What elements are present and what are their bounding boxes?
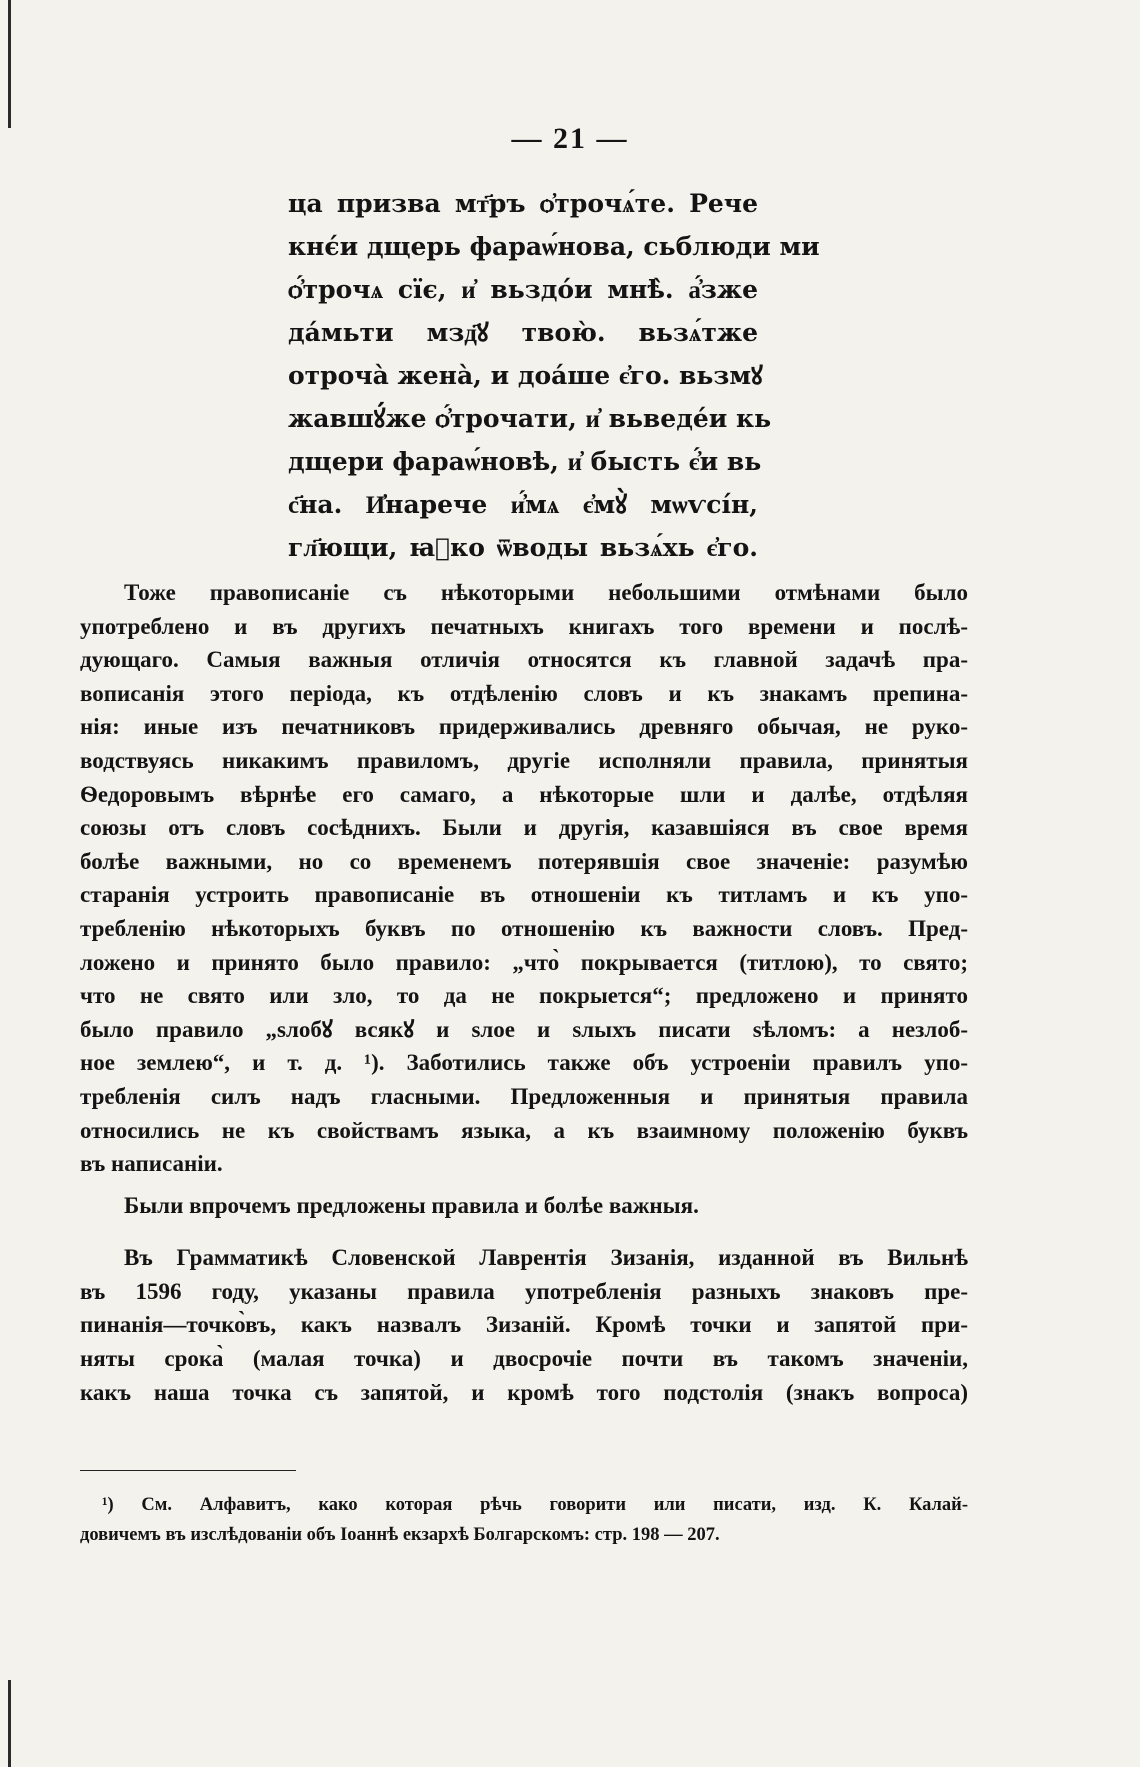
footnote-line: ¹) См. Алфавитъ, како которая рѣчь говорити или писати, изд. К. Калай- — [102, 1495, 968, 1515]
text-line: болѣе важными, но со временемъ потерявшія свое значеніе: разумѣю — [80, 848, 968, 874]
text-line: Были впрочемъ предложены правила и болѣе важныя. — [124, 1192, 699, 1218]
text-line: какъ наша точка съ запятой, и кромѣ того подстолія (знакъ вопроса) — [80, 1379, 968, 1405]
text-line: въ написаніи. — [80, 1151, 223, 1177]
quote-line: жавшꙋ́же ѻ҆́трочати, и҆ вьведе́и кь — [288, 404, 772, 433]
quote-line: да́мьти мзд҃ꙋ твою̀. вьзѧ́тже — [288, 318, 758, 347]
church-slavonic-quote — [288, 182, 820, 569]
quote-line: ѻ҆́трочѧ сїє, и҆ вьздо́и мнѣ̀. а҆́зже — [288, 275, 758, 304]
text-line: требленію нѣкоторыхъ буквъ по отношенію къ важности словъ. Пред- — [80, 915, 968, 941]
scan-edge-mark — [8, 1680, 11, 1767]
text-line: водствуясь никакимъ правиломъ, другіе исполняли правила, принятыя — [80, 747, 968, 773]
page-number: — 21 — — [511, 122, 629, 155]
quote-line: с҃на. И҆нарече и҆́мѧ є҆мꙋ̀ мѡѵсі́н, — [288, 490, 758, 519]
text-line: Ѳедоровымъ вѣрнѣе его самаго, а нѣкоторые шли и далѣе, отдѣляя — [80, 781, 968, 807]
text-line: Въ Грамматикѣ Словенской Лаврентія Зизанія, изданной въ Вильнѣ — [124, 1245, 968, 1271]
scan-edge-mark — [8, 0, 11, 128]
footnote-line: довичемъ въ изслѣдованіи объ Іоаннѣ екзархѣ Болгарскомъ: стр. 198 — 207. — [80, 1525, 720, 1545]
text-line: относились не къ свойствамъ языка, а къ взаимному положенію буквъ — [80, 1117, 968, 1143]
text-line: старанія устроить правописаніе въ отношеніи къ титламъ и къ упо- — [80, 882, 968, 908]
text-line: въ 1596 году, указаны правила употребленія разныхъ знаковъ пре- — [80, 1278, 968, 1304]
text-line: нія: иные изъ печатниковъ придерживались древняго обычая, не руко- — [80, 714, 968, 740]
text-line: няты срока̀ (малая точка) и двосрочіе почти въ такомъ значеніи, — [80, 1346, 968, 1372]
footnote — [80, 1490, 968, 1550]
quote-line: гл҃ющи, ꙗ҆ко ѿводы вьзѧ́хь є҆го. — [288, 533, 758, 562]
text-line: ложено и принято было правило: „что̀ покрывается (титлою), то свято; — [80, 949, 968, 975]
text-line: требленія силъ надъ гласными. Предложенныя и принятыя правила — [80, 1083, 968, 1109]
text-line: союзы отъ словъ сосѣднихъ. Были и другія, казавшіяся въ свое время — [80, 815, 968, 841]
text-line: было правило „ѕлобꙋ всякꙋ и ѕлое и ѕлыхъ писати ѕѣломъ: а незлоб- — [80, 1016, 968, 1042]
text-line: пинанія—точко̀въ, какъ назвалъ Зизаній. Кромѣ точки и запятой при- — [80, 1312, 968, 1338]
text-line: употреблено и въ другихъ печатныхъ книгахъ того времени и послѣ- — [80, 613, 968, 639]
paragraph-1 — [80, 576, 968, 1181]
quote-line: ца призва мт҃ръ ѻ҆трочѧ́те. Рече — [288, 189, 758, 218]
quote-line: отроча̀ жена̀, и доа́ше є҆го. вьзмꙋ — [288, 361, 763, 390]
text-line: Тоже правописаніе съ нѣкоторыми небольшими отмѣнами было — [124, 580, 968, 605]
body-text — [80, 576, 968, 1409]
text-line: ное землею“, и т. д. ¹). Заботились также объ устроеніи правилъ упо- — [80, 1050, 968, 1076]
paragraph-2 — [80, 1189, 968, 1223]
text-line: что не свято или зло, то да не покрыется“; предложено и принято — [80, 983, 968, 1009]
paragraph-3 — [80, 1241, 968, 1409]
text-line: дующаго. Самыя важныя отличія относятся къ главной задачѣ пра- — [80, 647, 968, 673]
quote-line: дщери фараѡ́новѣ, и҆ бысть є҆́и вь — [288, 447, 762, 476]
footnote-divider — [80, 1470, 296, 1471]
quote-line: кнє́и дщерь фараѡ́нова, сьблюди ми — [288, 232, 820, 261]
text-line: вописанія этого періода, къ отдѣленію словъ и къ знакамъ препина- — [80, 680, 968, 706]
